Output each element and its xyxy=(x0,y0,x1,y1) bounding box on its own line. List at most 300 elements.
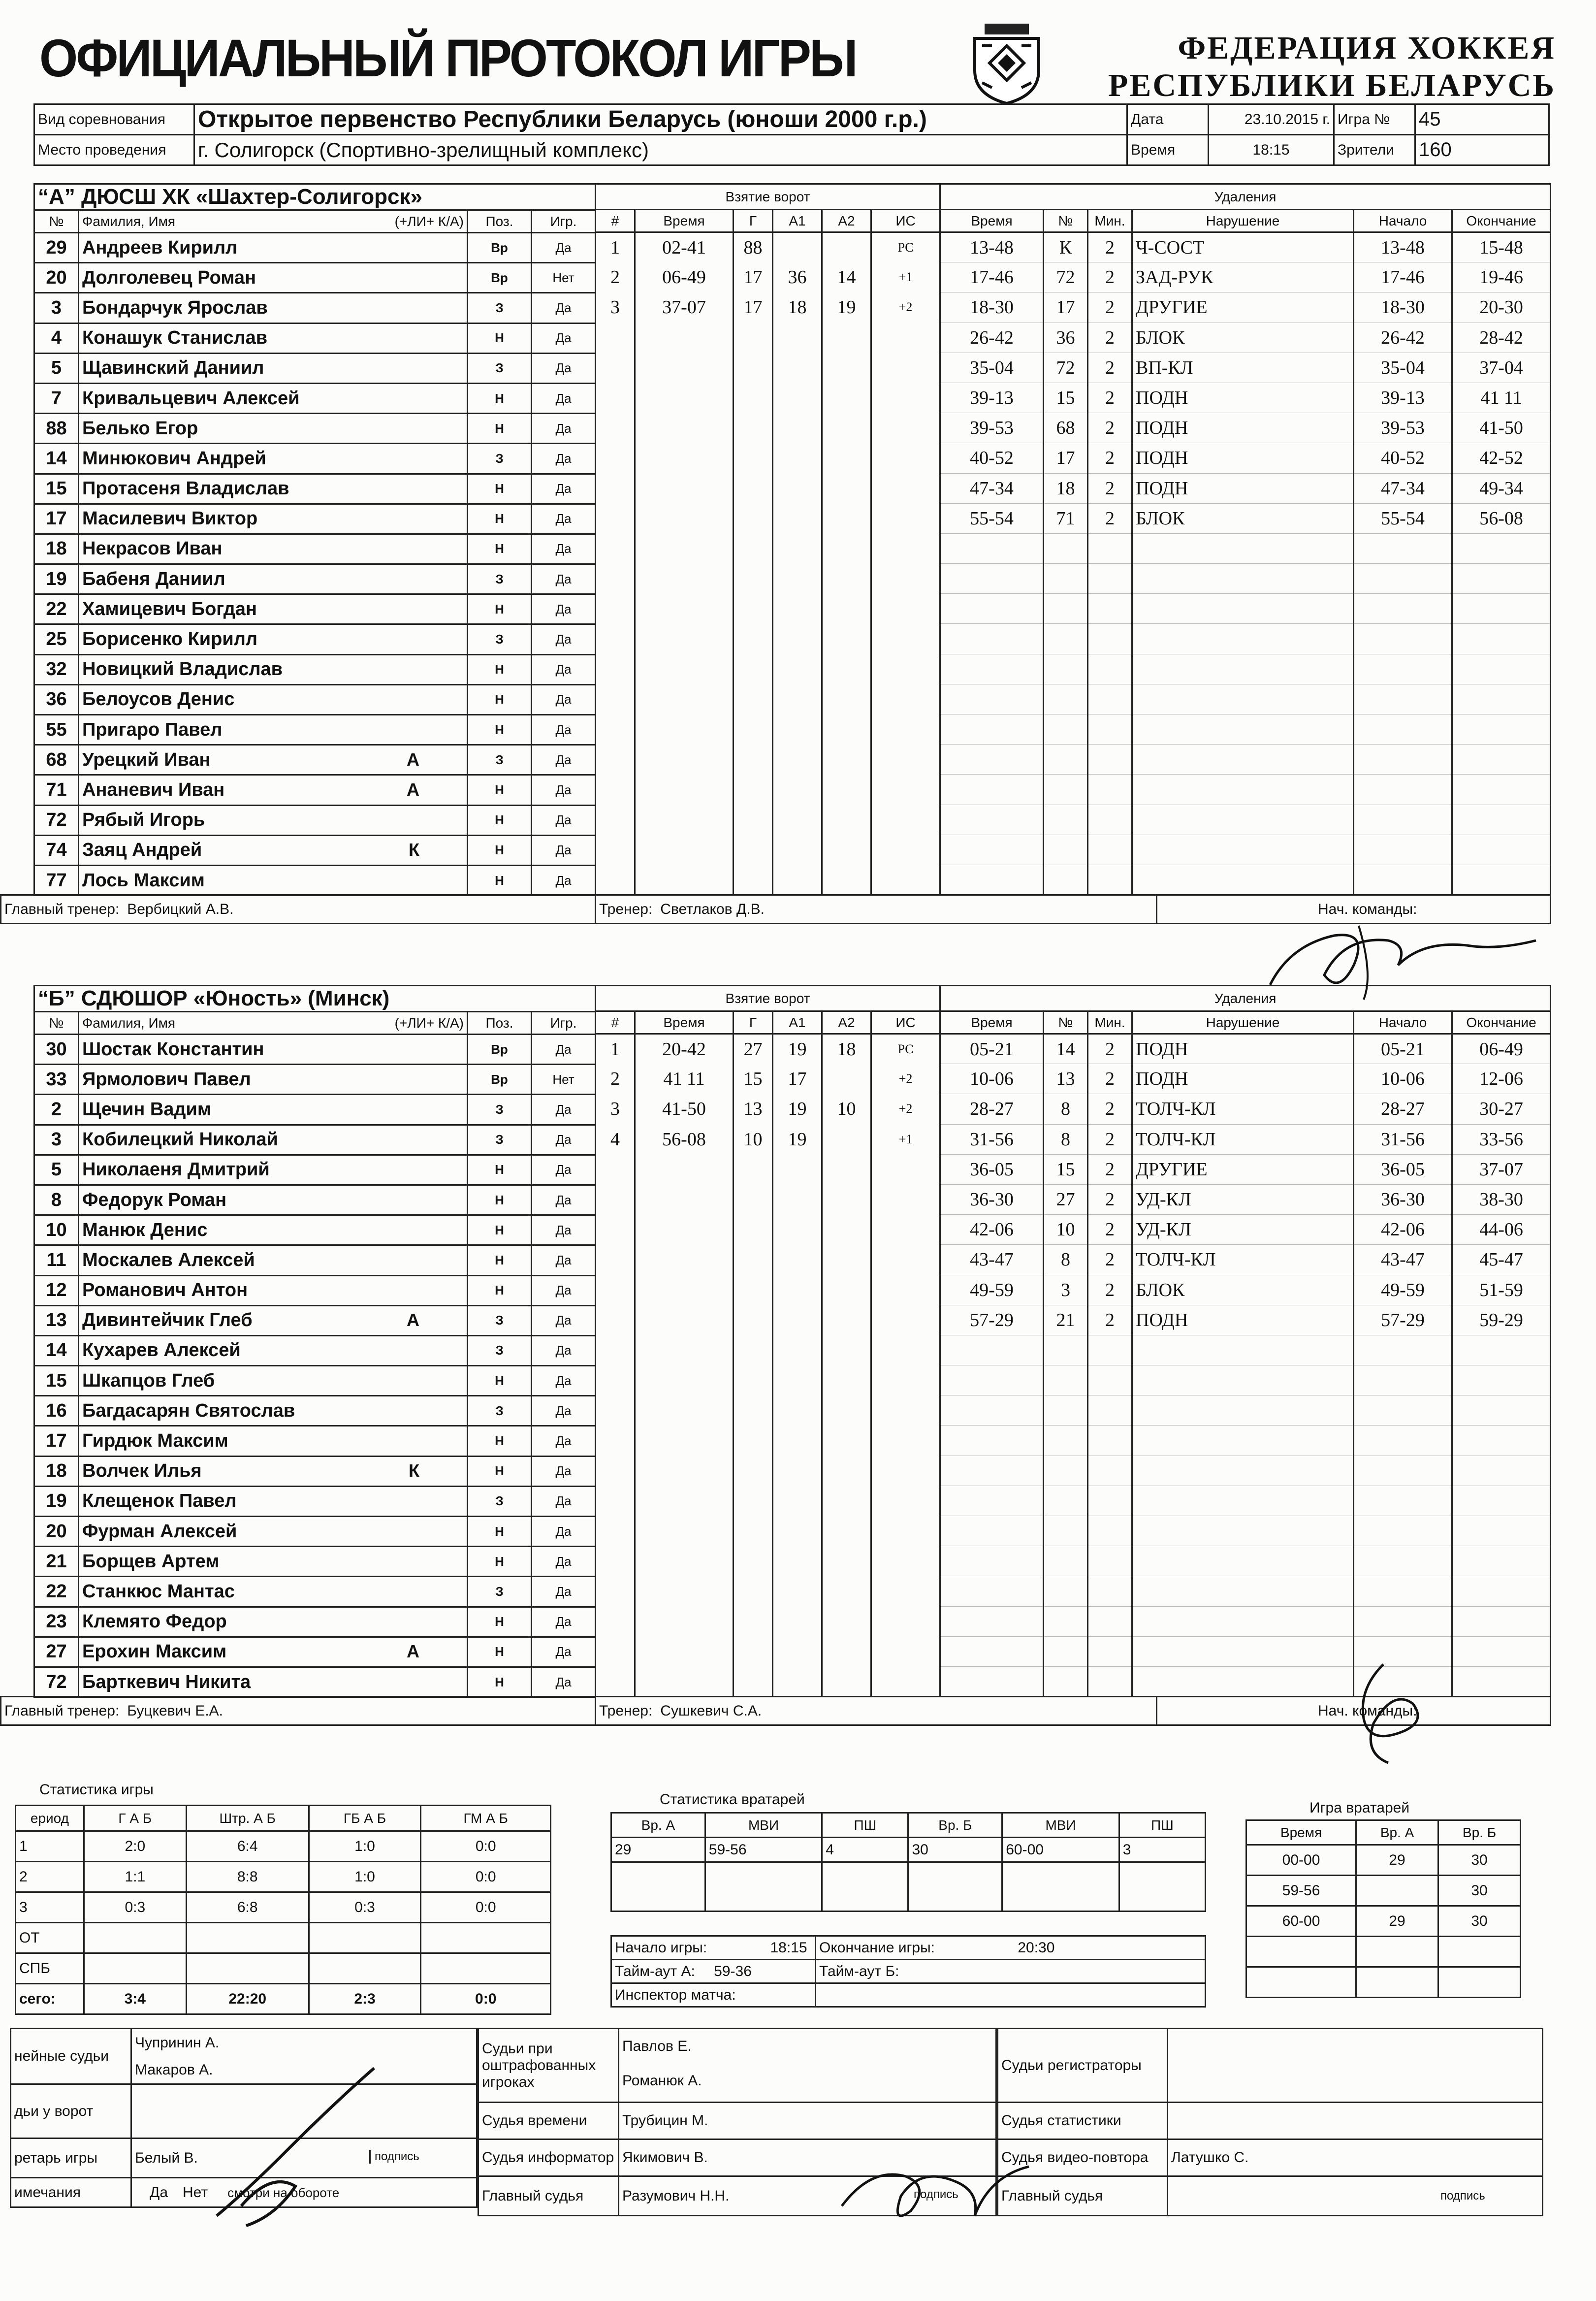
player-position: Н xyxy=(468,1275,532,1305)
stat-gb xyxy=(309,1953,421,1984)
player-played: Да xyxy=(532,323,596,353)
player-row xyxy=(34,835,596,865)
period-row xyxy=(16,1923,551,1953)
player-number: 14 xyxy=(34,1335,79,1365)
penalty-row xyxy=(940,383,1551,413)
penalty-start: 39-53 xyxy=(1354,413,1452,443)
goal-idx: 1 xyxy=(596,1034,635,1064)
game-end: 20:30 xyxy=(1018,1939,1055,1956)
penalty-row xyxy=(940,1546,1551,1576)
penalty-viol: ПОДН xyxy=(1132,1305,1354,1335)
goal-row xyxy=(596,413,940,443)
player-played: Да xyxy=(532,534,596,564)
penalty-row xyxy=(940,805,1551,835)
goal-row xyxy=(596,383,940,413)
penalty-viol: ДРУГИЕ xyxy=(1132,1154,1354,1184)
player-row xyxy=(34,1426,596,1456)
player-name: Пригаро Павел xyxy=(82,719,223,740)
goal-row xyxy=(596,1335,940,1365)
penalty-no: 36 xyxy=(1044,323,1088,353)
goal-a1: 19 xyxy=(773,1034,822,1064)
goal-is: +2 xyxy=(871,1064,940,1094)
penalty-row xyxy=(940,1395,1551,1426)
goal-row xyxy=(596,805,940,835)
player-name: Манюк Денис xyxy=(82,1219,208,1240)
goalie-b: 30 xyxy=(908,1838,1002,1862)
stat-period: сего: xyxy=(16,1984,84,2014)
goal-a2: 19 xyxy=(822,292,871,323)
penalty-end: 37-04 xyxy=(1452,353,1551,383)
penalty-min: 2 xyxy=(1088,443,1132,473)
penalty-end: 56-08 xyxy=(1452,503,1551,533)
player-number: 13 xyxy=(34,1305,79,1335)
player-played: Да xyxy=(532,1517,596,1547)
penalty-start: 43-47 xyxy=(1354,1245,1452,1275)
penalty-row xyxy=(940,473,1551,503)
player-name: Новицкий Владислав xyxy=(82,659,283,680)
stat-period: СПБ xyxy=(16,1953,84,1984)
head-coach: Вербицкий А.В. xyxy=(127,901,234,917)
player-position: Н xyxy=(468,323,532,353)
penalty-no: К xyxy=(1044,232,1088,262)
penalty-viol: ТОЛЧ-КЛ xyxy=(1132,1245,1354,1275)
goal-row xyxy=(596,1245,940,1275)
penalty-row xyxy=(940,865,1551,895)
penalty-min: 2 xyxy=(1088,413,1132,443)
player-played: Да xyxy=(532,684,596,714)
player-position: Н xyxy=(468,1426,532,1456)
penalty-viol: ПОДН xyxy=(1132,383,1354,413)
player-row xyxy=(34,1667,596,1697)
goal-row xyxy=(596,594,940,624)
player-position: Н xyxy=(468,1607,532,1637)
penalty-start: 36-30 xyxy=(1354,1184,1452,1214)
penalty-row xyxy=(940,1154,1551,1184)
player-row xyxy=(34,1305,596,1335)
teamB-roster-table: “Б” СДЮШОР «Юность» (Минск) № Фамилия, Имя (+ЛИ+ К/А) Поз. Игр. 30 Шостак Константин Вр Да 33 Ярмолович Павел Вр Нет 2 Щечин Вадим З Да 3 Кобилецкий Николай З Да 5 Николаеня Дмитрий Н Да 8 Федорук Роман Н Да 10 Манюк Денис Н Да 11 Москалев Алексей Н Да 12 Романович Антон Н Да 13 Дивинтейчик Глеб А З Да 14 Кухарев Алексей З Да 15 Шкапцов Глеб Н Да 16 Багдасарян Святослав З Да 17 Гирдюк Максим Н Да 18 Волчек Илья К Н Да 19 Клещенок Павел З Да 20 Фурман Алексей Н Да 21 Борщев Артем Н Да 22 Станкюс Мантас З Да 23 Клемято Федор Н Да 27 Ерохин Максим А Н Да 72 Барткевич Никита Н Да xyxy=(33,985,596,1698)
stat-ga xyxy=(84,1953,186,1984)
penalty-min: 2 xyxy=(1088,1124,1132,1154)
captain-mark: А xyxy=(407,779,419,800)
teamA-goals-table: Взятие ворот # Время Г А1 А2 ИС 1 02-41 88 РС 2 06-49 17 36 14 +1 3 37-07 17 18 19 +2 xyxy=(595,183,941,895)
player-number: 3 xyxy=(34,293,79,323)
player-played: Нет xyxy=(532,263,596,293)
penalty-end: 38-30 xyxy=(1452,1184,1551,1214)
stat-period: ОТ xyxy=(16,1923,84,1953)
player-row xyxy=(34,1275,596,1305)
player-number: 19 xyxy=(34,564,79,594)
goal-row xyxy=(596,1365,940,1395)
penalty-no: 18 xyxy=(1044,473,1088,503)
player-row xyxy=(34,654,596,684)
player-name: Ерохин Максим xyxy=(82,1641,227,1662)
player-played: Да xyxy=(532,474,596,504)
player-position: Н xyxy=(468,474,532,504)
player-played: Да xyxy=(532,1637,596,1667)
goal-time: 41 11 xyxy=(635,1064,734,1094)
stat-gb: 2:3 xyxy=(309,1984,421,2014)
goal-a2: 18 xyxy=(822,1034,871,1064)
penalty-min: 2 xyxy=(1088,383,1132,413)
player-position: Н xyxy=(468,835,532,865)
player-row xyxy=(34,1517,596,1547)
penalty-no: 21 xyxy=(1044,1305,1088,1335)
penalty-min: 2 xyxy=(1088,1305,1132,1335)
player-number: 68 xyxy=(34,745,79,775)
player-played: Да xyxy=(532,1125,596,1155)
player-name: Рябый Игорь xyxy=(82,810,205,831)
player-played: Да xyxy=(532,865,596,895)
penalty-no: 8 xyxy=(1044,1124,1088,1154)
stat-period: 1 xyxy=(16,1831,84,1862)
penalty-row xyxy=(940,232,1551,262)
penalty-row xyxy=(940,684,1551,714)
signature-secretary xyxy=(187,2058,394,2236)
penalty-viol: БЛОК xyxy=(1132,1275,1354,1305)
goal-time: 37-07 xyxy=(635,292,734,323)
player-position: З xyxy=(468,444,532,474)
penalty-row xyxy=(940,1305,1551,1335)
penalty-row xyxy=(940,1064,1551,1094)
player-row xyxy=(34,1065,596,1095)
player-name: Багдасарян Святослав xyxy=(82,1400,295,1421)
player-played: Да xyxy=(532,293,596,323)
player-played: Да xyxy=(532,1275,596,1305)
player-number: 11 xyxy=(34,1245,79,1275)
player-number: 2 xyxy=(34,1095,79,1125)
player-played: Да xyxy=(532,1486,596,1516)
spectators: 160 xyxy=(1415,135,1549,165)
federation-name: ФЕДЕРАЦИЯ ХОККЕЯ РЕСПУБЛИКИ БЕЛАРУСЬ xyxy=(1108,30,1556,103)
penalty-row xyxy=(940,1456,1551,1486)
penalty-end: 33-56 xyxy=(1452,1124,1551,1154)
penalty-no: 10 xyxy=(1044,1215,1088,1245)
player-name: Гирдюк Максим xyxy=(82,1430,228,1452)
penalty-row xyxy=(940,1245,1551,1275)
stat-shots xyxy=(186,1923,309,1953)
timeout-a: 59-36 xyxy=(714,1963,752,1979)
penalty-min: 2 xyxy=(1088,292,1132,323)
goal-idx: 3 xyxy=(596,292,635,323)
goal-row xyxy=(596,1456,940,1486)
penalty-no: 17 xyxy=(1044,292,1088,323)
penalty-end: 15-48 xyxy=(1452,232,1551,262)
player-number: 30 xyxy=(34,1035,79,1065)
stat-shots: 22:20 xyxy=(186,1984,309,2014)
penalty-start: 47-34 xyxy=(1354,473,1452,503)
coach: Сушкевич С.А. xyxy=(660,1702,762,1719)
informer: Якимович В. xyxy=(619,2139,996,2176)
penalty-no: 15 xyxy=(1044,1154,1088,1184)
penalty-row xyxy=(940,1666,1551,1696)
player-played: Да xyxy=(532,1095,596,1125)
player-played: Да xyxy=(532,1396,596,1426)
player-number: 5 xyxy=(34,1155,79,1185)
player-number: 72 xyxy=(34,805,79,835)
goal-g: 17 xyxy=(734,292,773,323)
goal-row xyxy=(596,1546,940,1576)
goal-a1: 18 xyxy=(773,292,822,323)
player-name: Щечин Вадим xyxy=(82,1099,212,1120)
player-row xyxy=(34,414,596,444)
goal-time: 06-49 xyxy=(635,262,734,292)
penalty-min: 2 xyxy=(1088,1154,1132,1184)
player-played: Да xyxy=(532,353,596,383)
player-played: Да xyxy=(532,1577,596,1607)
game-times-table: Начало игры: 18:15 Окончание игры: 20:30 Тайм-аут А: 59-36 Тайм-аут Б: Инспектор матча: xyxy=(610,1935,1206,2008)
stat-gb: 1:0 xyxy=(309,1862,421,1892)
goal-g: 13 xyxy=(734,1094,773,1124)
penalty-min: 2 xyxy=(1088,503,1132,533)
player-row xyxy=(34,1456,596,1486)
goal-row xyxy=(596,1034,940,1064)
teamA-roster-table: “А” ДЮСШ ХК «Шахтер-Солигорск» № Фамилия, Имя (+ЛИ+ К/А) Поз. Игр. 29 Андреев Кирилл Вр Да 20 Долголевец Роман Вр Нет 3 Бондарчук Ярослав З Да 4 Конашук Станислав Н Да 5 Щавинский Даниил З Да 7 Кривальцевич Алексей Н Да 88 Белько Егор Н Да 14 Минюкович Андрей З Да 15 Протасеня Владислав Н Да 17 Масилевич Виктор Н Да 18 Некрасов Иван Н Да 19 Бабеня Даниил З Да 22 Хамицевич Богдан Н Да 25 Борисенко Кирилл З Да 32 Новицкий Владислав Н Да 36 Белоусов Денис Н Да 55 Пригаро Павел Н Да 68 Урецкий Иван А З Да 71 Ананевич Иван А Н Да 72 Рябый Игорь Н Да 74 Заяц Андрей К Н Да 77 Лось Максим Н Да xyxy=(33,183,596,896)
player-row xyxy=(34,383,596,413)
player-number: 16 xyxy=(34,1396,79,1426)
goal-row xyxy=(596,865,940,895)
player-name: Москалев Алексей xyxy=(82,1249,255,1270)
player-name: Кобилецкий Николай xyxy=(82,1129,278,1150)
goal-idx: 4 xyxy=(596,1124,635,1154)
player-number: 19 xyxy=(34,1486,79,1516)
player-name: Андреев Кирилл xyxy=(82,237,238,258)
penalty-row xyxy=(940,1124,1551,1154)
player-number: 7 xyxy=(34,383,79,413)
penalty-row xyxy=(940,1034,1551,1064)
goal-a1 xyxy=(773,232,822,262)
player-number: 17 xyxy=(34,1426,79,1456)
player-played: Да xyxy=(532,624,596,654)
player-name: Хамицевич Богдан xyxy=(82,598,257,619)
captain-mark: К xyxy=(409,1460,419,1481)
goal-row xyxy=(596,1426,940,1456)
goal-row xyxy=(596,775,940,805)
teamA-penalties-table: Удаления Время № Мин. Нарушение Начало Окончание 13-48 К 2 Ч-СОСТ 13-48 15-48 17-46 72 2 ЗАД-РУК 17-46 19-46 18-30 17 2 ДРУГИЕ 18-30 20-30 26-42 36 2 БЛОК 26-42 28-42 35-04 72 2 ВП-КЛ 35-04 37-04 39-13 15 2 ПОДН 39-13 41 11 39-53 68 2 ПОДН 39-53 41-50 40-52 17 2 ПОДН 40-52 42-52 47-34 18 2 ПОДН 47-34 49-34 55-54 71 2 БЛОК 55-54 56-08 xyxy=(939,183,1551,895)
player-number: 27 xyxy=(34,1637,79,1667)
player-played: Да xyxy=(532,1547,596,1577)
penalty-end: 49-34 xyxy=(1452,473,1551,503)
stat-gb xyxy=(309,1923,421,1953)
penalty-no: 8 xyxy=(1044,1094,1088,1124)
penalty-end: 28-42 xyxy=(1452,323,1551,353)
stat-gm xyxy=(421,1923,551,1953)
player-row xyxy=(34,353,596,383)
penalty-no: 68 xyxy=(1044,413,1088,443)
penalty-time: 39-13 xyxy=(940,383,1044,413)
penalty-row xyxy=(940,262,1551,292)
player-position: Н xyxy=(468,1547,532,1577)
penalty-viol: ТОЛЧ-КЛ xyxy=(1132,1124,1354,1154)
penalty-row xyxy=(940,1275,1551,1305)
penalty-time: 13-48 xyxy=(940,232,1044,262)
player-name: Некрасов Иван xyxy=(82,538,223,559)
player-row xyxy=(34,745,596,775)
goal-row xyxy=(596,443,940,473)
penalty-start: 26-42 xyxy=(1354,323,1452,353)
penalty-time: 10-06 xyxy=(940,1064,1044,1094)
penalty-row xyxy=(940,1365,1551,1395)
player-played: Да xyxy=(532,383,596,413)
player-row xyxy=(34,444,596,474)
penalty-no: 72 xyxy=(1044,262,1088,292)
player-number: 55 xyxy=(34,715,79,745)
player-position: З xyxy=(468,1396,532,1426)
player-row xyxy=(34,1125,596,1155)
player-row xyxy=(34,775,596,805)
player-number: 14 xyxy=(34,444,79,474)
player-name: Фурман Алексей xyxy=(82,1521,237,1542)
goalie-play-time: 60-00 xyxy=(1246,1906,1356,1937)
penalty-row xyxy=(940,1636,1551,1666)
player-position: Н xyxy=(468,1517,532,1547)
player-name: Долголевец Роман xyxy=(82,267,256,288)
goal-row xyxy=(596,1606,940,1636)
player-position: Н xyxy=(468,1637,532,1667)
penalty-row xyxy=(940,1576,1551,1606)
penalty-start: 28-27 xyxy=(1354,1094,1452,1124)
penalty-start: 31-56 xyxy=(1354,1124,1452,1154)
player-name: Белоусов Денис xyxy=(82,689,235,710)
penalty-start: 36-05 xyxy=(1354,1154,1452,1184)
penalty-row xyxy=(940,353,1551,383)
penalty-end: 41 11 xyxy=(1452,383,1551,413)
goalie-play-a: 29 xyxy=(1356,1906,1438,1937)
player-name: Федорук Роман xyxy=(82,1189,227,1210)
stat-ga: 3:4 xyxy=(84,1984,186,2014)
player-name: Конашук Станислав xyxy=(82,327,268,349)
player-name: Шостак Константин xyxy=(82,1038,264,1060)
player-played: Да xyxy=(532,564,596,594)
penalty-end: 45-47 xyxy=(1452,1245,1551,1275)
penalty-min: 2 xyxy=(1088,262,1132,292)
penalty-viol: УД-КЛ xyxy=(1132,1184,1354,1214)
penalty-no: 27 xyxy=(1044,1184,1088,1214)
penalty-row xyxy=(940,1094,1551,1124)
player-number: 72 xyxy=(34,1667,79,1697)
goal-row xyxy=(596,292,940,323)
goalie-a: 29 xyxy=(611,1838,705,1862)
player-row xyxy=(34,1035,596,1065)
penalty-min: 2 xyxy=(1088,1215,1132,1245)
penalty-viol: ВП-КЛ xyxy=(1132,353,1354,383)
player-name: Лось Максим xyxy=(82,870,205,891)
stat-gb: 0:3 xyxy=(309,1892,421,1923)
player-position: Вр xyxy=(468,263,532,293)
penalty-row xyxy=(940,292,1551,323)
player-row xyxy=(34,1366,596,1396)
captain-mark: А xyxy=(407,1310,419,1330)
goalie-play-title: Игра вратарей xyxy=(1309,1800,1410,1816)
goal-row xyxy=(596,1154,940,1184)
penalty-end: 30-27 xyxy=(1452,1094,1551,1124)
player-number: 22 xyxy=(34,594,79,624)
player-position: Н xyxy=(468,684,532,714)
goal-a2 xyxy=(822,232,871,262)
player-row xyxy=(34,1095,596,1125)
penalty-start: 40-52 xyxy=(1354,443,1452,473)
stat-ga: 0:3 xyxy=(84,1892,186,1923)
player-name: Бабеня Даниил xyxy=(82,568,225,589)
penalty-row xyxy=(940,323,1551,353)
penalty-row xyxy=(940,1606,1551,1636)
player-position: З xyxy=(468,1335,532,1365)
player-name: Заяц Андрей xyxy=(82,840,202,861)
player-row xyxy=(34,715,596,745)
penalty-time: 39-53 xyxy=(940,413,1044,443)
goalie-play-b: 30 xyxy=(1438,1906,1521,1937)
player-row xyxy=(34,1335,596,1365)
penalty-no: 72 xyxy=(1044,353,1088,383)
penalty-start: 13-48 xyxy=(1354,232,1452,262)
penalty-min: 2 xyxy=(1088,1094,1132,1124)
goal-row xyxy=(596,473,940,503)
goal-a1: 19 xyxy=(773,1094,822,1124)
player-row xyxy=(34,1607,596,1637)
penalty-start: 18-30 xyxy=(1354,292,1452,323)
player-name: Дивинтейчик Глеб xyxy=(82,1310,253,1331)
teamB-goals-table: Взятие ворот # Время Г А1 А2 ИС 1 20-42 27 19 18 РС 2 41 11 15 17 +2 3 41-50 13 19 10 +2 4 56-08 10 19 +1 xyxy=(595,985,941,1697)
penalty-viol: БЛОК xyxy=(1132,503,1354,533)
penalty-row xyxy=(940,775,1551,805)
player-position: Вр xyxy=(468,1035,532,1065)
player-position: Н xyxy=(468,865,532,895)
goalie-play-table: Время Вр. А Вр. Б 00-00 29 30 59-56 30 60-00 29 30 xyxy=(1245,1819,1521,1998)
goalie-stats-table: Вр. А МВИ ПШ Вр. Б МВИ ПШ 29 59-56 4 30 60-00 3 xyxy=(610,1812,1206,1912)
player-row xyxy=(34,1577,596,1607)
goalie-b-goals: 3 xyxy=(1119,1838,1205,1862)
player-played: Нет xyxy=(532,1065,596,1095)
stat-gb: 1:0 xyxy=(309,1831,421,1862)
player-played: Да xyxy=(532,414,596,444)
player-position: З xyxy=(468,1305,532,1335)
penalty-time: 31-56 xyxy=(940,1124,1044,1154)
goalie-play-b: 30 xyxy=(1438,1876,1521,1906)
player-row xyxy=(34,1215,596,1245)
penalty-viol: БЛОК xyxy=(1132,323,1354,353)
player-number: 36 xyxy=(34,684,79,714)
goal-row xyxy=(596,1666,940,1696)
player-position: Вр xyxy=(468,233,532,263)
goal-row xyxy=(596,262,940,292)
player-played: Да xyxy=(532,1215,596,1245)
penalty-row xyxy=(940,533,1551,563)
player-position: З xyxy=(468,624,532,654)
penalty-time: 28-27 xyxy=(940,1094,1044,1124)
goal-row xyxy=(596,624,940,654)
player-position: Н xyxy=(468,414,532,444)
penalty-viol: ПОДН xyxy=(1132,1034,1354,1064)
goal-g: 15 xyxy=(734,1064,773,1094)
player-name: Барткевич Никита xyxy=(82,1671,251,1692)
stat-period: 3 xyxy=(16,1892,84,1923)
player-name: Ананевич Иван xyxy=(82,779,225,800)
officials-middle-table: Судьи при оштрафованных игроках Павлов Е. Романюк А. Судья времени Трубицин М. Судья информатор Якимович В. Главный судья Разумович Н.Н. подпись xyxy=(478,2028,997,2216)
player-number: 18 xyxy=(34,1456,79,1486)
game-number: 45 xyxy=(1415,104,1549,135)
goal-time: 02-41 xyxy=(635,232,734,262)
player-played: Да xyxy=(532,594,596,624)
player-position: Н xyxy=(468,383,532,413)
timekeeper: Трубицин М. xyxy=(619,2103,996,2139)
penalty-end: 06-49 xyxy=(1452,1034,1551,1064)
player-name: Белько Егор xyxy=(82,418,198,439)
penalty-start: 55-54 xyxy=(1354,503,1452,533)
goalie-stats-title: Статистика вратарей xyxy=(660,1791,805,1808)
penalty-end: 19-46 xyxy=(1452,262,1551,292)
player-row xyxy=(34,534,596,564)
player-number: 15 xyxy=(34,474,79,504)
player-number: 32 xyxy=(34,654,79,684)
